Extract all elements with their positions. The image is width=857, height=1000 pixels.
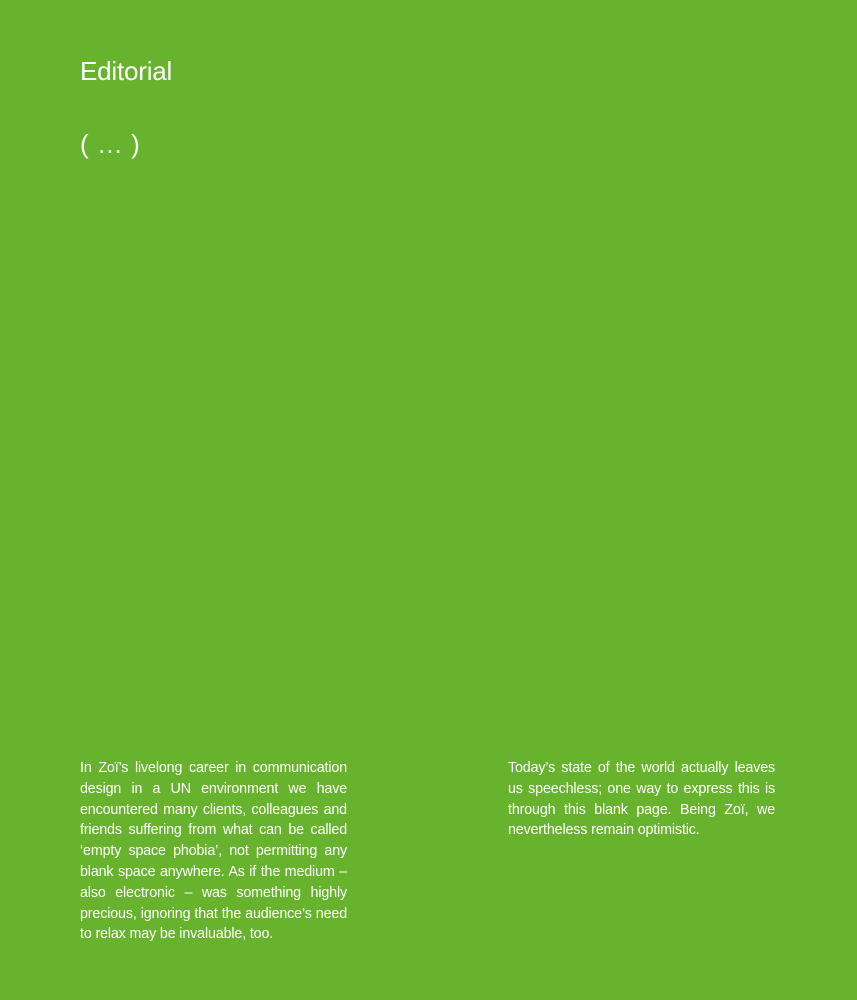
editorial-column-left: In Zoï’s livelong career in communication design in a UN environment we have encountered many clients, colleagues and friends suffering from what can be called ‘empty space phobia’, not permitting any blank space anywhere. As if the medium – also electronic – was something highly precious, ignoring that the audience’s need to relax may be invaluable, too. (80, 760, 347, 943)
ellipsis-text: ( … ) (80, 129, 141, 159)
page-title: Editorial (80, 56, 173, 86)
editorial-column-right: Today’s state of the world actually leaves us speechless; one way to express this is through this blank page. Being Zoï, we nevertheless remain optimistic. (508, 760, 775, 839)
